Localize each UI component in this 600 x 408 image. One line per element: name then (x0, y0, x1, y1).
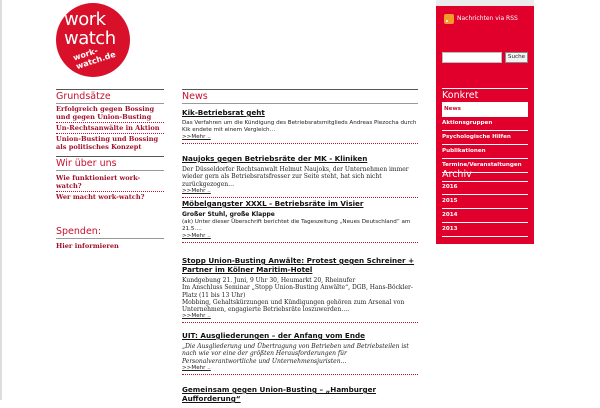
link-erfolgreich-gegen-bossing[interactable]: Erfolgreich gegen Bossing und gegen Union-Busting (56, 104, 164, 123)
menu-item-news[interactable]: News (442, 103, 528, 117)
archiv-item-2015[interactable]: 2015 (442, 195, 528, 209)
article-gemeinsam-gegen-union-busting (182, 385, 418, 408)
article-title[interactable]: Naujoks gegen Betriebsräte der MK - Kliniken (182, 154, 368, 163)
menu-item-psychologische-hilfen[interactable]: Psychologische Hilfen (442, 131, 528, 145)
konkret-menu (442, 103, 528, 173)
archiv-item-2013[interactable]: 2013 (442, 223, 528, 237)
ueber-uns-links (56, 173, 164, 202)
heading-spenden: Spenden: (56, 225, 164, 239)
heading-wir-ueber-uns: Wir über uns (56, 156, 164, 171)
more-link[interactable]: >>Mehr .. (182, 233, 211, 239)
article-naujoks (182, 154, 418, 198)
logo-word-work: work (64, 9, 106, 30)
grundsaetze-links (56, 104, 164, 152)
work-watch-logo[interactable] (56, 3, 130, 77)
archiv-item-2016[interactable]: 2016 (442, 181, 528, 195)
more-link[interactable]: >>Mehr .. (182, 134, 211, 140)
heading-konkret: Konkret (442, 88, 528, 103)
spenden-links (56, 241, 164, 251)
rss-icon[interactable] (444, 14, 454, 24)
archiv-menu (442, 181, 528, 237)
right-sidebar (436, 6, 534, 244)
article-title[interactable]: Möbelgangster XXXL - Betriebsräte im Visier (182, 199, 364, 208)
article-kik-betriebsrat (182, 108, 418, 144)
search-button[interactable]: Suche (505, 52, 528, 63)
article-line-seminar: Im Anschluss Seminar „Stopp Union-Busting Anwälte“, DGB, Hans-Böckler-Platz (11 bis 13 Uhr) (182, 284, 413, 299)
more-link[interactable]: >>Mehr .. (182, 313, 211, 320)
article-title[interactable]: UIT: Ausgliederungen – der Anfang vom Ende (182, 331, 365, 340)
logo-word-watch: watch (64, 28, 116, 49)
search-input[interactable] (442, 52, 502, 63)
more-link[interactable]: >>Mehr .. (182, 364, 211, 371)
article-teaser: Das Verfahren um die Kündigung des Betriebsratsmitglieds Andreas Piezocha durch Kik endete mit einem Vergleich… (182, 120, 417, 133)
menu-item-termine[interactable]: Termine/Veranstaltungen (442, 159, 528, 173)
article-teaser: (ak) Unter dieser Überschrift berichtet die Tageszeitung „Neues Deutschland“ am 21.5…. (182, 219, 411, 232)
article-teaser: Der Düsseldorfer Rechtsanwalt Helmut Naujoks, der Unternehmen immer wieder gern als Betriebsratsfresser zur Seite steht, hat sich nicht zurückgezogen… (182, 166, 409, 188)
heading-archiv: Archiv (442, 168, 528, 182)
article-title[interactable]: Kik-Betriebsrat geht (182, 108, 265, 117)
heading-news: News (182, 89, 418, 104)
article-title[interactable]: Gemeinsam gegen Union-Busting – „Hamburger Aufforderung“ (182, 385, 377, 403)
article-teaser: „Die Ausgliederung und Übertragung von Betrieben und Betriebsteilen ist nach wie vor eine der größten Herausforderungen für Personalverantwortliche und Unternehmensjuristen… (182, 343, 409, 365)
article-uit-ausgliederungen (182, 331, 418, 375)
heading-grundsaetze: Grundsätze (56, 89, 164, 104)
page-left-border (0, 0, 2, 400)
logo-url-text: work-watch.de (72, 46, 117, 72)
article-teaser: Mobbing, Gehaltskürzungen und Kündigungen gehören zum Arsenal von Unternehmen, engagierte Betriebsräte loszuwerden…. (182, 298, 405, 314)
article-stopp-union-busting (182, 256, 418, 323)
menu-item-aktionsgruppen[interactable]: Aktionsgruppen (442, 117, 528, 131)
article-subtitle: Großer Stuhl, große Klappe (182, 211, 275, 218)
article-line-kundgebung: Kundgebung 21. Juni, 9 Uhr 30, Heumarkt 20, Rheinufer (182, 277, 356, 284)
link-union-busting-konzept[interactable]: Union-Busting und Bossing als politisches Konzept (56, 135, 159, 151)
menu-item-publikationen[interactable]: Publikationen (442, 145, 528, 159)
link-hier-informieren[interactable]: Hier informieren (56, 242, 119, 250)
link-un-rechtsanwaelte[interactable]: Un-Rechtsanwälte in Aktion (56, 123, 164, 134)
article-title[interactable]: Stopp Union-Busting Anwälte: Protest gegen Schreiner + Partner im Kölner Maritim-Hotel (182, 256, 415, 274)
rss-link[interactable]: Nachrichten via RSS (457, 15, 518, 22)
archiv-item-2014[interactable]: 2014 (442, 209, 528, 223)
more-link[interactable]: >>Mehr .. (182, 187, 211, 194)
link-wer-macht[interactable]: Wer macht work-watch? (56, 193, 145, 201)
article-moebelgangster (182, 199, 418, 243)
link-wie-funktioniert[interactable]: Wie funktioniert work-watch? (56, 173, 164, 192)
